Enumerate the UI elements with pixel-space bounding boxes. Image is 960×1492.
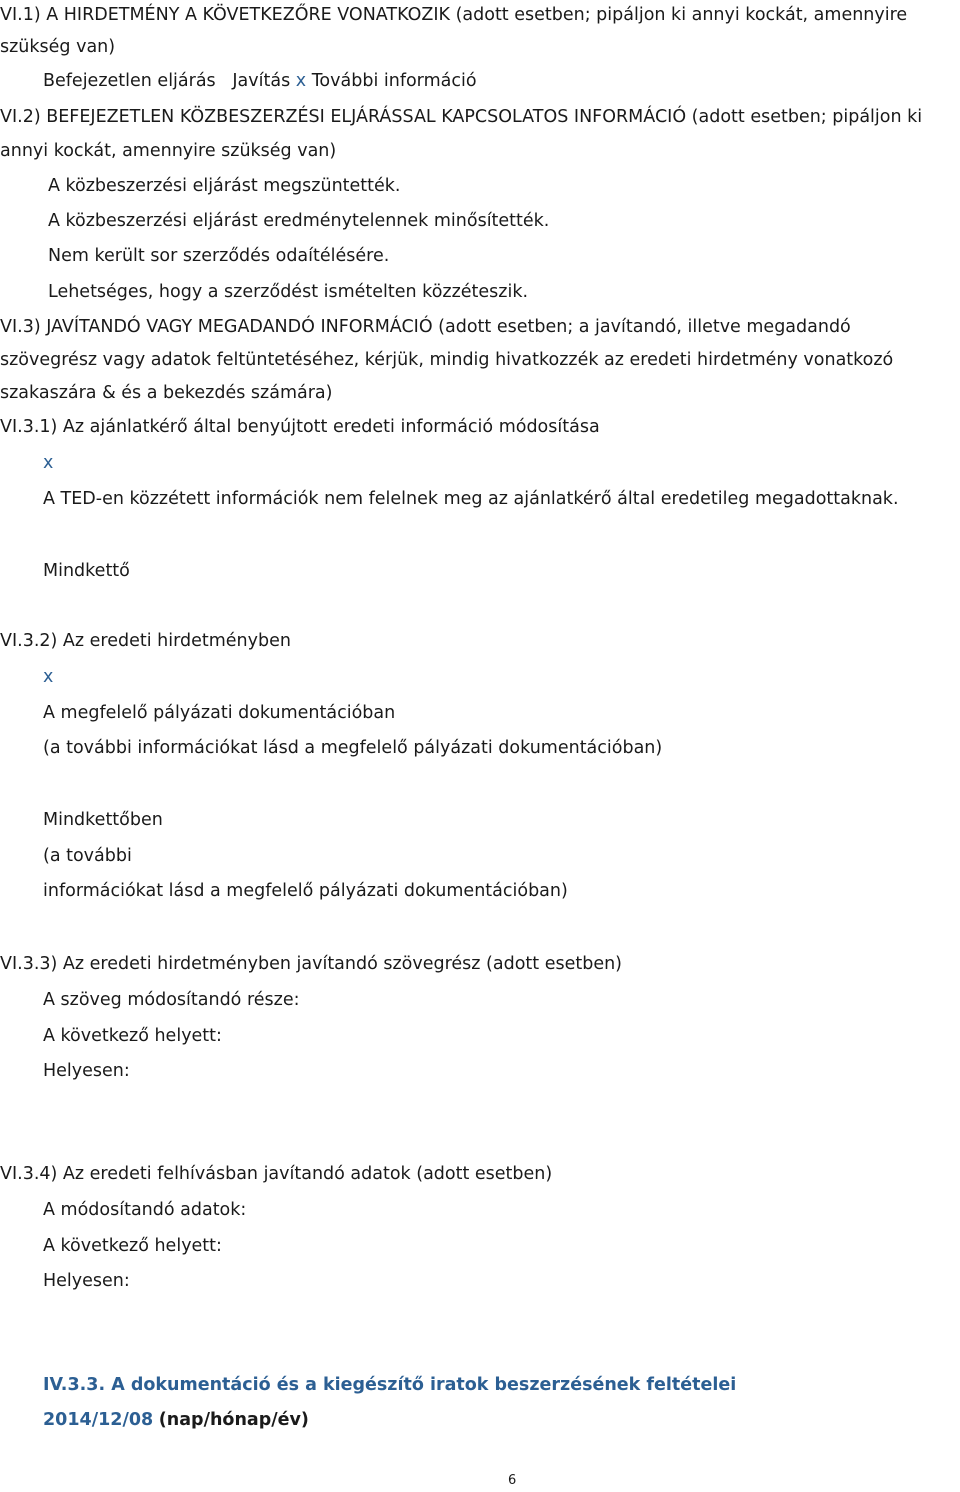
section-vi33-heading: VI.3.3) Az eredeti hirdetményben javítandó szövegrész (adott esetben) — [0, 954, 623, 974]
section-vi2-item: Lehetséges, hogy a szerződést ismételten közzéteszik. — [48, 282, 529, 302]
check-mark: x — [43, 667, 54, 687]
section-vi31-option-mindketto: Mindkettő — [43, 561, 130, 581]
check-mark: x — [43, 453, 54, 473]
page-number: 6 — [508, 1473, 517, 1488]
section-vi32-option2-line3: információkat lásd a megfelelő pályázati dokumentációban) — [43, 881, 568, 901]
section-vi34-label-modositando: A módosítandó adatok: — [43, 1200, 247, 1220]
section-vi2-item: A közbeszerzési eljárást megszüntették. — [48, 176, 401, 196]
section-iv33-date-line — [43, 1409, 309, 1431]
section-vi33-label-helyesen: Helyesen: — [43, 1061, 130, 1081]
option-befejezetlen-eljaras: Befejezetlen eljárás — [43, 71, 216, 91]
section-vi1-options — [43, 70, 477, 92]
date-format-hint: (nap/hónap/év) — [158, 1410, 309, 1430]
section-vi32-option2-line1: Mindkettőben — [43, 810, 163, 830]
section-vi34-heading: VI.3.4) Az eredeti felhívásban javítandó adatok (adott esetben) — [0, 1164, 553, 1184]
section-vi32-option2-line2: (a további — [43, 846, 132, 866]
section-vi32-heading: VI.3.2) Az eredeti hirdetményben — [0, 631, 291, 651]
section-vi31-heading: VI.3.1) Az ajánlatkérő által benyújtott eredeti információ módosítása — [0, 417, 600, 437]
section-vi3-heading-line3: szakaszára & és a bekezdés számára) — [0, 383, 333, 403]
deadline-date: 2014/12/08 — [43, 1410, 154, 1430]
section-vi3-heading-line2: szövegrész vagy adatok feltüntetéséhez, kérjük, mindig hivatkozzék az eredeti hirdetmény vonatkozó — [0, 350, 894, 370]
section-vi2-heading-line1: VI.2) BEFEJEZETLEN KÖZBESZERZÉSI ELJÁRÁSSAL KAPCSOLATOS INFORMÁCIÓ (adott esetben; pipáljon ki — [0, 107, 923, 127]
section-vi34-label-helyett: A következő helyett: — [43, 1236, 222, 1256]
section-vi1-heading-line1: VI.1) A HIRDETMÉNY A KÖVETKEZŐRE VONATKOZIK (adott esetben; pipáljon ki annyi kockát, amennyire — [0, 5, 908, 25]
section-vi33-label-modositando: A szöveg módosítandó része: — [43, 990, 300, 1010]
section-vi32-option1-line2: (a további információkat lásd a megfelelő pályázati dokumentációban) — [43, 738, 663, 758]
option-javitas: Javítás — [232, 71, 291, 91]
section-vi2-heading-line2: annyi kockát, amennyire szükség van) — [0, 141, 337, 161]
section-vi2-item: A közbeszerzési eljárást eredménytelennek minősítették. — [48, 211, 550, 231]
section-vi31-option-ted: A TED-en közzétett információk nem felelnek meg az ajánlatkérő által eredetileg megadottaknak. — [43, 489, 899, 509]
section-vi32-option1-line1: A megfelelő pályázati dokumentációban — [43, 703, 396, 723]
section-iv33-heading: IV.3.3. A dokumentáció és a kiegészítő iratok beszerzésének feltételei — [43, 1375, 737, 1395]
option-tovabbi-informacio: További információ — [311, 71, 477, 91]
section-vi34-label-helyesen: Helyesen: — [43, 1271, 130, 1291]
section-vi1-heading-line2: szükség van) — [0, 37, 116, 57]
check-mark: x — [295, 71, 307, 91]
section-vi2-item: Nem került sor szerződés odaítélésére. — [48, 246, 390, 266]
section-vi3-heading-line1: VI.3) JAVÍTANDÓ VAGY MEGADANDÓ INFORMÁCIÓ (adott esetben; a javítandó, illetve megadandó — [0, 317, 851, 337]
section-vi33-label-helyett: A következő helyett: — [43, 1026, 222, 1046]
